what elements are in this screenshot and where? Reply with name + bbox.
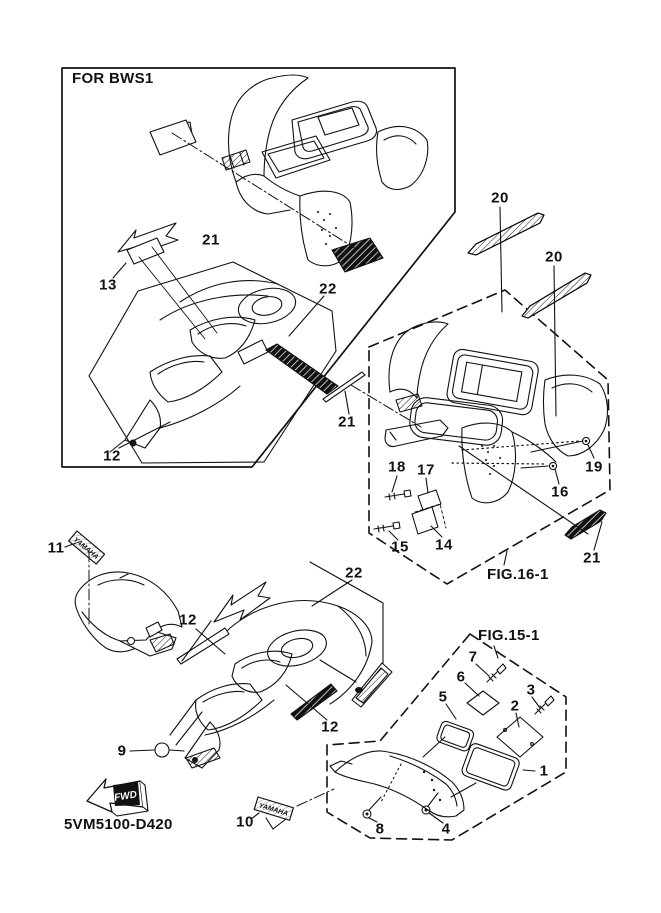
callout-20: 20 (491, 189, 509, 207)
screw-7 (487, 664, 506, 682)
plate-5 (435, 720, 474, 752)
callout-22: 22 (319, 280, 337, 298)
screw-16 (549, 462, 556, 469)
fig15-mudflap-drawing (330, 751, 464, 818)
damper-6 (467, 691, 499, 715)
part-number-label: 5VM5100-D420 (64, 816, 173, 833)
strip-decal-20a (468, 213, 544, 255)
callout-19: 19 (585, 458, 603, 476)
callout-3: 3 (526, 681, 536, 699)
bws1-front-panel-drawing (89, 223, 338, 463)
callout-1: 1 (539, 762, 549, 780)
callout-16: 16 (551, 483, 569, 501)
strip-decal-21c (565, 510, 606, 539)
bws1-rear-fender-drawing (150, 75, 428, 272)
callout-21: 21 (338, 413, 356, 431)
callout-5: 5 (438, 688, 448, 706)
callout-20: 20 (545, 248, 563, 266)
fwd-arrow (87, 779, 148, 816)
callout-17: 17 (417, 461, 435, 479)
callout-21: 21 (583, 549, 601, 567)
inset-box-label: FOR BWS1 (72, 70, 154, 87)
callout-7: 7 (468, 648, 478, 666)
fig15-plates-drawing (435, 664, 554, 792)
bolt-8 (363, 810, 371, 818)
bws1-inset-box (62, 68, 455, 467)
callout-15: 15 (391, 538, 409, 556)
yamaha-decal-rear (254, 797, 293, 820)
front-panel-drawing (155, 562, 392, 768)
screw-18 (385, 490, 411, 500)
fig-15-1-label: FIG.15-1 (478, 627, 540, 644)
callout-10: 10 (236, 813, 254, 831)
plate-17 (418, 490, 441, 510)
damper-2 (497, 717, 543, 757)
callout-22: 22 (345, 564, 363, 582)
plate-14 (412, 504, 446, 534)
yamaha-decal-front-text: YAMAHA (71, 536, 100, 562)
callout-4: 4 (441, 820, 451, 838)
callout-12: 12 (179, 611, 197, 629)
yamaha-decal-rear-text: YAMAHA (257, 802, 289, 818)
callout-14: 14 (435, 536, 453, 554)
screw-15 (374, 522, 400, 532)
callout-12: 12 (103, 447, 121, 465)
callout-21: 21 (202, 231, 220, 249)
callout-11: 11 (47, 539, 65, 557)
callout-2: 2 (510, 697, 520, 715)
front-fender-drawing (75, 572, 182, 656)
yamaha-decal-front (69, 531, 105, 564)
callout-18: 18 (388, 458, 406, 476)
callout-9: 9 (117, 742, 127, 760)
callout-12: 12 (321, 718, 339, 736)
fwd-arrow-text: FWD (113, 789, 138, 804)
strip-decal-20b (522, 273, 591, 318)
callout-13: 13 (99, 276, 117, 294)
fig-16-1-label: FIG.16-1 (487, 566, 549, 583)
yamaha-decal-pointer (266, 818, 286, 829)
callout-6: 6 (456, 668, 466, 686)
fig16-rear-fender-drawing (374, 322, 607, 534)
callout-8: 8 (375, 820, 385, 838)
